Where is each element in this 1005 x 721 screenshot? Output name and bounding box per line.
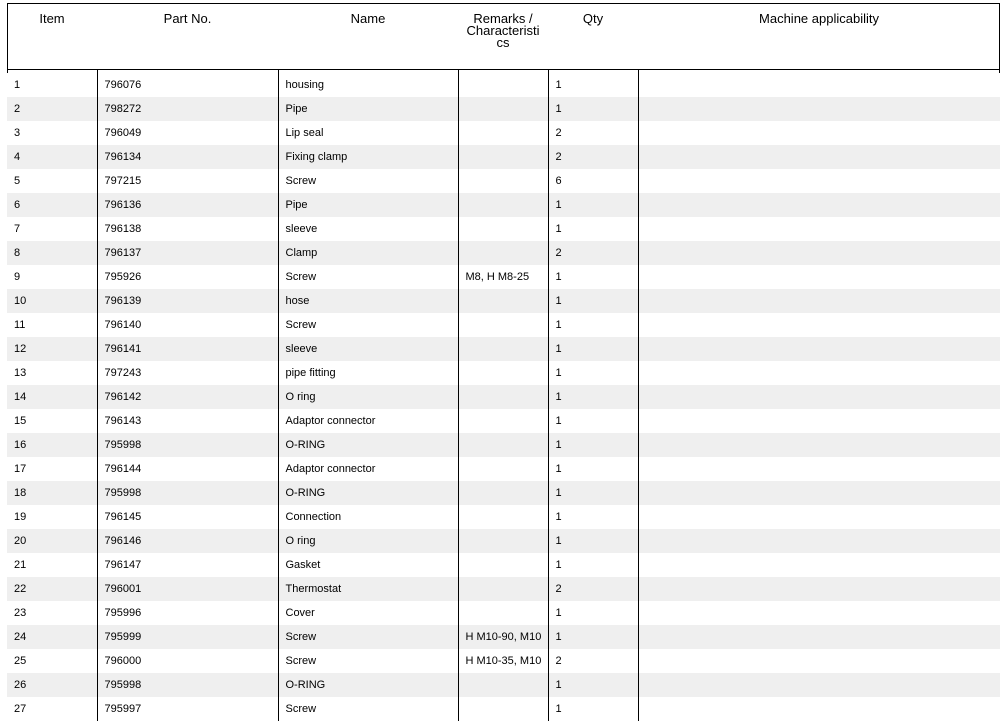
table-row	[7, 169, 1000, 193]
cell-remarks	[458, 433, 548, 457]
cell-qty: 2	[548, 577, 638, 601]
parts-table	[7, 3, 1000, 721]
table-body	[7, 70, 1000, 721]
cell-item: 6	[7, 193, 97, 217]
cell-machine-applicability	[638, 145, 1000, 169]
cell-name: O ring	[278, 529, 458, 553]
header-qty: Qty	[548, 3, 638, 70]
cell-machine-applicability	[638, 73, 1000, 97]
cell-name: sleeve	[278, 337, 458, 361]
cell-item: 4	[7, 145, 97, 169]
table-row	[7, 601, 1000, 625]
cell-machine-applicability	[638, 625, 1000, 649]
cell-item: 1	[7, 73, 97, 97]
table-row	[7, 409, 1000, 433]
cell-item: 10	[7, 289, 97, 313]
cell-item: 15	[7, 409, 97, 433]
cell-part-no: 796049	[97, 121, 278, 145]
cell-part-no: 795998	[97, 673, 278, 697]
cell-qty: 1	[548, 361, 638, 385]
cell-part-no: 795998	[97, 481, 278, 505]
cell-machine-applicability	[638, 361, 1000, 385]
cell-qty: 1	[548, 337, 638, 361]
cell-part-no: 796000	[97, 649, 278, 673]
cell-name: O-RING	[278, 481, 458, 505]
cell-machine-applicability	[638, 553, 1000, 577]
cell-part-no: 796137	[97, 241, 278, 265]
cell-name: Adaptor connector	[278, 409, 458, 433]
cell-name: Fixing clamp	[278, 145, 458, 169]
cell-name: Screw	[278, 649, 458, 673]
cell-item: 16	[7, 433, 97, 457]
cell-qty: 2	[548, 241, 638, 265]
cell-remarks	[458, 457, 548, 481]
cell-qty: 1	[548, 313, 638, 337]
cell-remarks: H M10-90, M10	[458, 625, 548, 649]
table-row	[7, 337, 1000, 361]
cell-name: sleeve	[278, 217, 458, 241]
table-row	[7, 529, 1000, 553]
cell-qty: 1	[548, 601, 638, 625]
cell-name: Pipe	[278, 193, 458, 217]
cell-remarks	[458, 289, 548, 313]
cell-qty: 2	[548, 649, 638, 673]
cell-name: housing	[278, 73, 458, 97]
cell-machine-applicability	[638, 289, 1000, 313]
cell-item: 11	[7, 313, 97, 337]
cell-machine-applicability	[638, 601, 1000, 625]
cell-part-no: 796140	[97, 313, 278, 337]
cell-qty: 1	[548, 553, 638, 577]
cell-remarks	[458, 529, 548, 553]
cell-item: 14	[7, 385, 97, 409]
cell-part-no: 798272	[97, 97, 278, 121]
cell-item: 18	[7, 481, 97, 505]
cell-part-no: 795998	[97, 433, 278, 457]
cell-item: 23	[7, 601, 97, 625]
cell-qty: 1	[548, 289, 638, 313]
cell-item: 17	[7, 457, 97, 481]
cell-part-no: 796146	[97, 529, 278, 553]
cell-remarks	[458, 505, 548, 529]
cell-item: 20	[7, 529, 97, 553]
cell-name: Screw	[278, 697, 458, 721]
cell-part-no: 796141	[97, 337, 278, 361]
cell-name: hose	[278, 289, 458, 313]
cell-item: 22	[7, 577, 97, 601]
cell-remarks	[458, 121, 548, 145]
cell-remarks	[458, 361, 548, 385]
cell-machine-applicability	[638, 97, 1000, 121]
cell-item: 27	[7, 697, 97, 721]
cell-machine-applicability	[638, 505, 1000, 529]
cell-machine-applicability	[638, 457, 1000, 481]
cell-remarks	[458, 217, 548, 241]
cell-machine-applicability	[638, 337, 1000, 361]
table-row	[7, 241, 1000, 265]
cell-name: O ring	[278, 385, 458, 409]
cell-machine-applicability	[638, 121, 1000, 145]
cell-qty: 1	[548, 97, 638, 121]
cell-machine-applicability	[638, 409, 1000, 433]
cell-machine-applicability	[638, 193, 1000, 217]
cell-part-no: 796001	[97, 577, 278, 601]
cell-qty: 1	[548, 673, 638, 697]
cell-machine-applicability	[638, 217, 1000, 241]
cell-item: 5	[7, 169, 97, 193]
cell-qty: 1	[548, 625, 638, 649]
cell-item: 24	[7, 625, 97, 649]
cell-item: 9	[7, 265, 97, 289]
cell-remarks	[458, 553, 548, 577]
cell-part-no: 796134	[97, 145, 278, 169]
table-row	[7, 697, 1000, 721]
cell-part-no: 796076	[97, 73, 278, 97]
cell-qty: 1	[548, 193, 638, 217]
cell-machine-applicability	[638, 673, 1000, 697]
cell-remarks: M8, H M8-25	[458, 265, 548, 289]
table-header-row	[7, 3, 1000, 70]
cell-qty: 1	[548, 457, 638, 481]
cell-name: Screw	[278, 313, 458, 337]
cell-item: 3	[7, 121, 97, 145]
cell-item: 21	[7, 553, 97, 577]
cell-qty: 1	[548, 481, 638, 505]
cell-qty: 1	[548, 217, 638, 241]
cell-machine-applicability	[638, 169, 1000, 193]
cell-remarks	[458, 313, 548, 337]
cell-remarks	[458, 97, 548, 121]
cell-machine-applicability	[638, 697, 1000, 721]
cell-machine-applicability	[638, 649, 1000, 673]
cell-item: 26	[7, 673, 97, 697]
cell-part-no: 796145	[97, 505, 278, 529]
cell-part-no: 797215	[97, 169, 278, 193]
cell-qty: 1	[548, 697, 638, 721]
cell-machine-applicability	[638, 481, 1000, 505]
header-remarks: Remarks / Characteristi cs	[458, 3, 548, 70]
header-item: Item	[7, 3, 97, 70]
cell-remarks	[458, 73, 548, 97]
cell-name: Connection	[278, 505, 458, 529]
table-row	[7, 265, 1000, 289]
header-part-no: Part No.	[97, 3, 278, 70]
table-row	[7, 505, 1000, 529]
cell-part-no: 795999	[97, 625, 278, 649]
cell-part-no: 796142	[97, 385, 278, 409]
cell-remarks	[458, 481, 548, 505]
cell-machine-applicability	[638, 433, 1000, 457]
cell-part-no: 797243	[97, 361, 278, 385]
table-row	[7, 577, 1000, 601]
cell-name: Thermostat	[278, 577, 458, 601]
cell-remarks	[458, 145, 548, 169]
cell-part-no: 796147	[97, 553, 278, 577]
cell-qty: 1	[548, 73, 638, 97]
cell-remarks	[458, 601, 548, 625]
cell-qty: 6	[548, 169, 638, 193]
cell-part-no: 795997	[97, 697, 278, 721]
cell-remarks	[458, 697, 548, 721]
cell-item: 19	[7, 505, 97, 529]
cell-name: Lip seal	[278, 121, 458, 145]
cell-remarks	[458, 673, 548, 697]
cell-machine-applicability	[638, 265, 1000, 289]
cell-part-no: 796138	[97, 217, 278, 241]
cell-name: pipe fitting	[278, 361, 458, 385]
cell-item: 25	[7, 649, 97, 673]
cell-machine-applicability	[638, 529, 1000, 553]
cell-item: 13	[7, 361, 97, 385]
table-row	[7, 649, 1000, 673]
cell-qty: 2	[548, 145, 638, 169]
table-row	[7, 97, 1000, 121]
table-row	[7, 73, 1000, 97]
cell-part-no: 796136	[97, 193, 278, 217]
cell-remarks	[458, 409, 548, 433]
cell-qty: 1	[548, 385, 638, 409]
parts-list-sheet	[7, 3, 1000, 708]
cell-name: Pipe	[278, 97, 458, 121]
cell-part-no: 795926	[97, 265, 278, 289]
cell-remarks	[458, 337, 548, 361]
cell-qty: 1	[548, 505, 638, 529]
cell-machine-applicability	[638, 241, 1000, 265]
table-row	[7, 145, 1000, 169]
cell-qty: 1	[548, 265, 638, 289]
cell-item: 8	[7, 241, 97, 265]
cell-part-no: 796143	[97, 409, 278, 433]
cell-remarks	[458, 385, 548, 409]
cell-name: O-RING	[278, 673, 458, 697]
table-row	[7, 217, 1000, 241]
cell-name: Clamp	[278, 241, 458, 265]
cell-remarks	[458, 169, 548, 193]
table-row	[7, 121, 1000, 145]
cell-name: Screw	[278, 169, 458, 193]
cell-item: 7	[7, 217, 97, 241]
table-row	[7, 457, 1000, 481]
cell-remarks: H M10-35, M10	[458, 649, 548, 673]
cell-machine-applicability	[638, 313, 1000, 337]
cell-machine-applicability	[638, 577, 1000, 601]
table-row	[7, 193, 1000, 217]
cell-item: 2	[7, 97, 97, 121]
header-machine-applicability: Machine applicability	[638, 3, 1000, 70]
cell-part-no: 796144	[97, 457, 278, 481]
cell-name: O-RING	[278, 433, 458, 457]
cell-name: Adaptor connector	[278, 457, 458, 481]
cell-remarks	[458, 241, 548, 265]
cell-name: Screw	[278, 625, 458, 649]
table-row	[7, 385, 1000, 409]
header-name: Name	[278, 3, 458, 70]
table-row	[7, 625, 1000, 649]
cell-remarks	[458, 577, 548, 601]
cell-name: Screw	[278, 265, 458, 289]
table-row	[7, 313, 1000, 337]
cell-name: Cover	[278, 601, 458, 625]
table-row	[7, 673, 1000, 697]
cell-remarks	[458, 193, 548, 217]
cell-item: 12	[7, 337, 97, 361]
table-row	[7, 289, 1000, 313]
table-row	[7, 361, 1000, 385]
table-row	[7, 433, 1000, 457]
cell-qty: 2	[548, 121, 638, 145]
cell-qty: 1	[548, 529, 638, 553]
cell-machine-applicability	[638, 385, 1000, 409]
cell-part-no: 796139	[97, 289, 278, 313]
cell-qty: 1	[548, 433, 638, 457]
table-row	[7, 553, 1000, 577]
cell-name: Gasket	[278, 553, 458, 577]
cell-part-no: 795996	[97, 601, 278, 625]
cell-qty: 1	[548, 409, 638, 433]
table-row	[7, 481, 1000, 505]
